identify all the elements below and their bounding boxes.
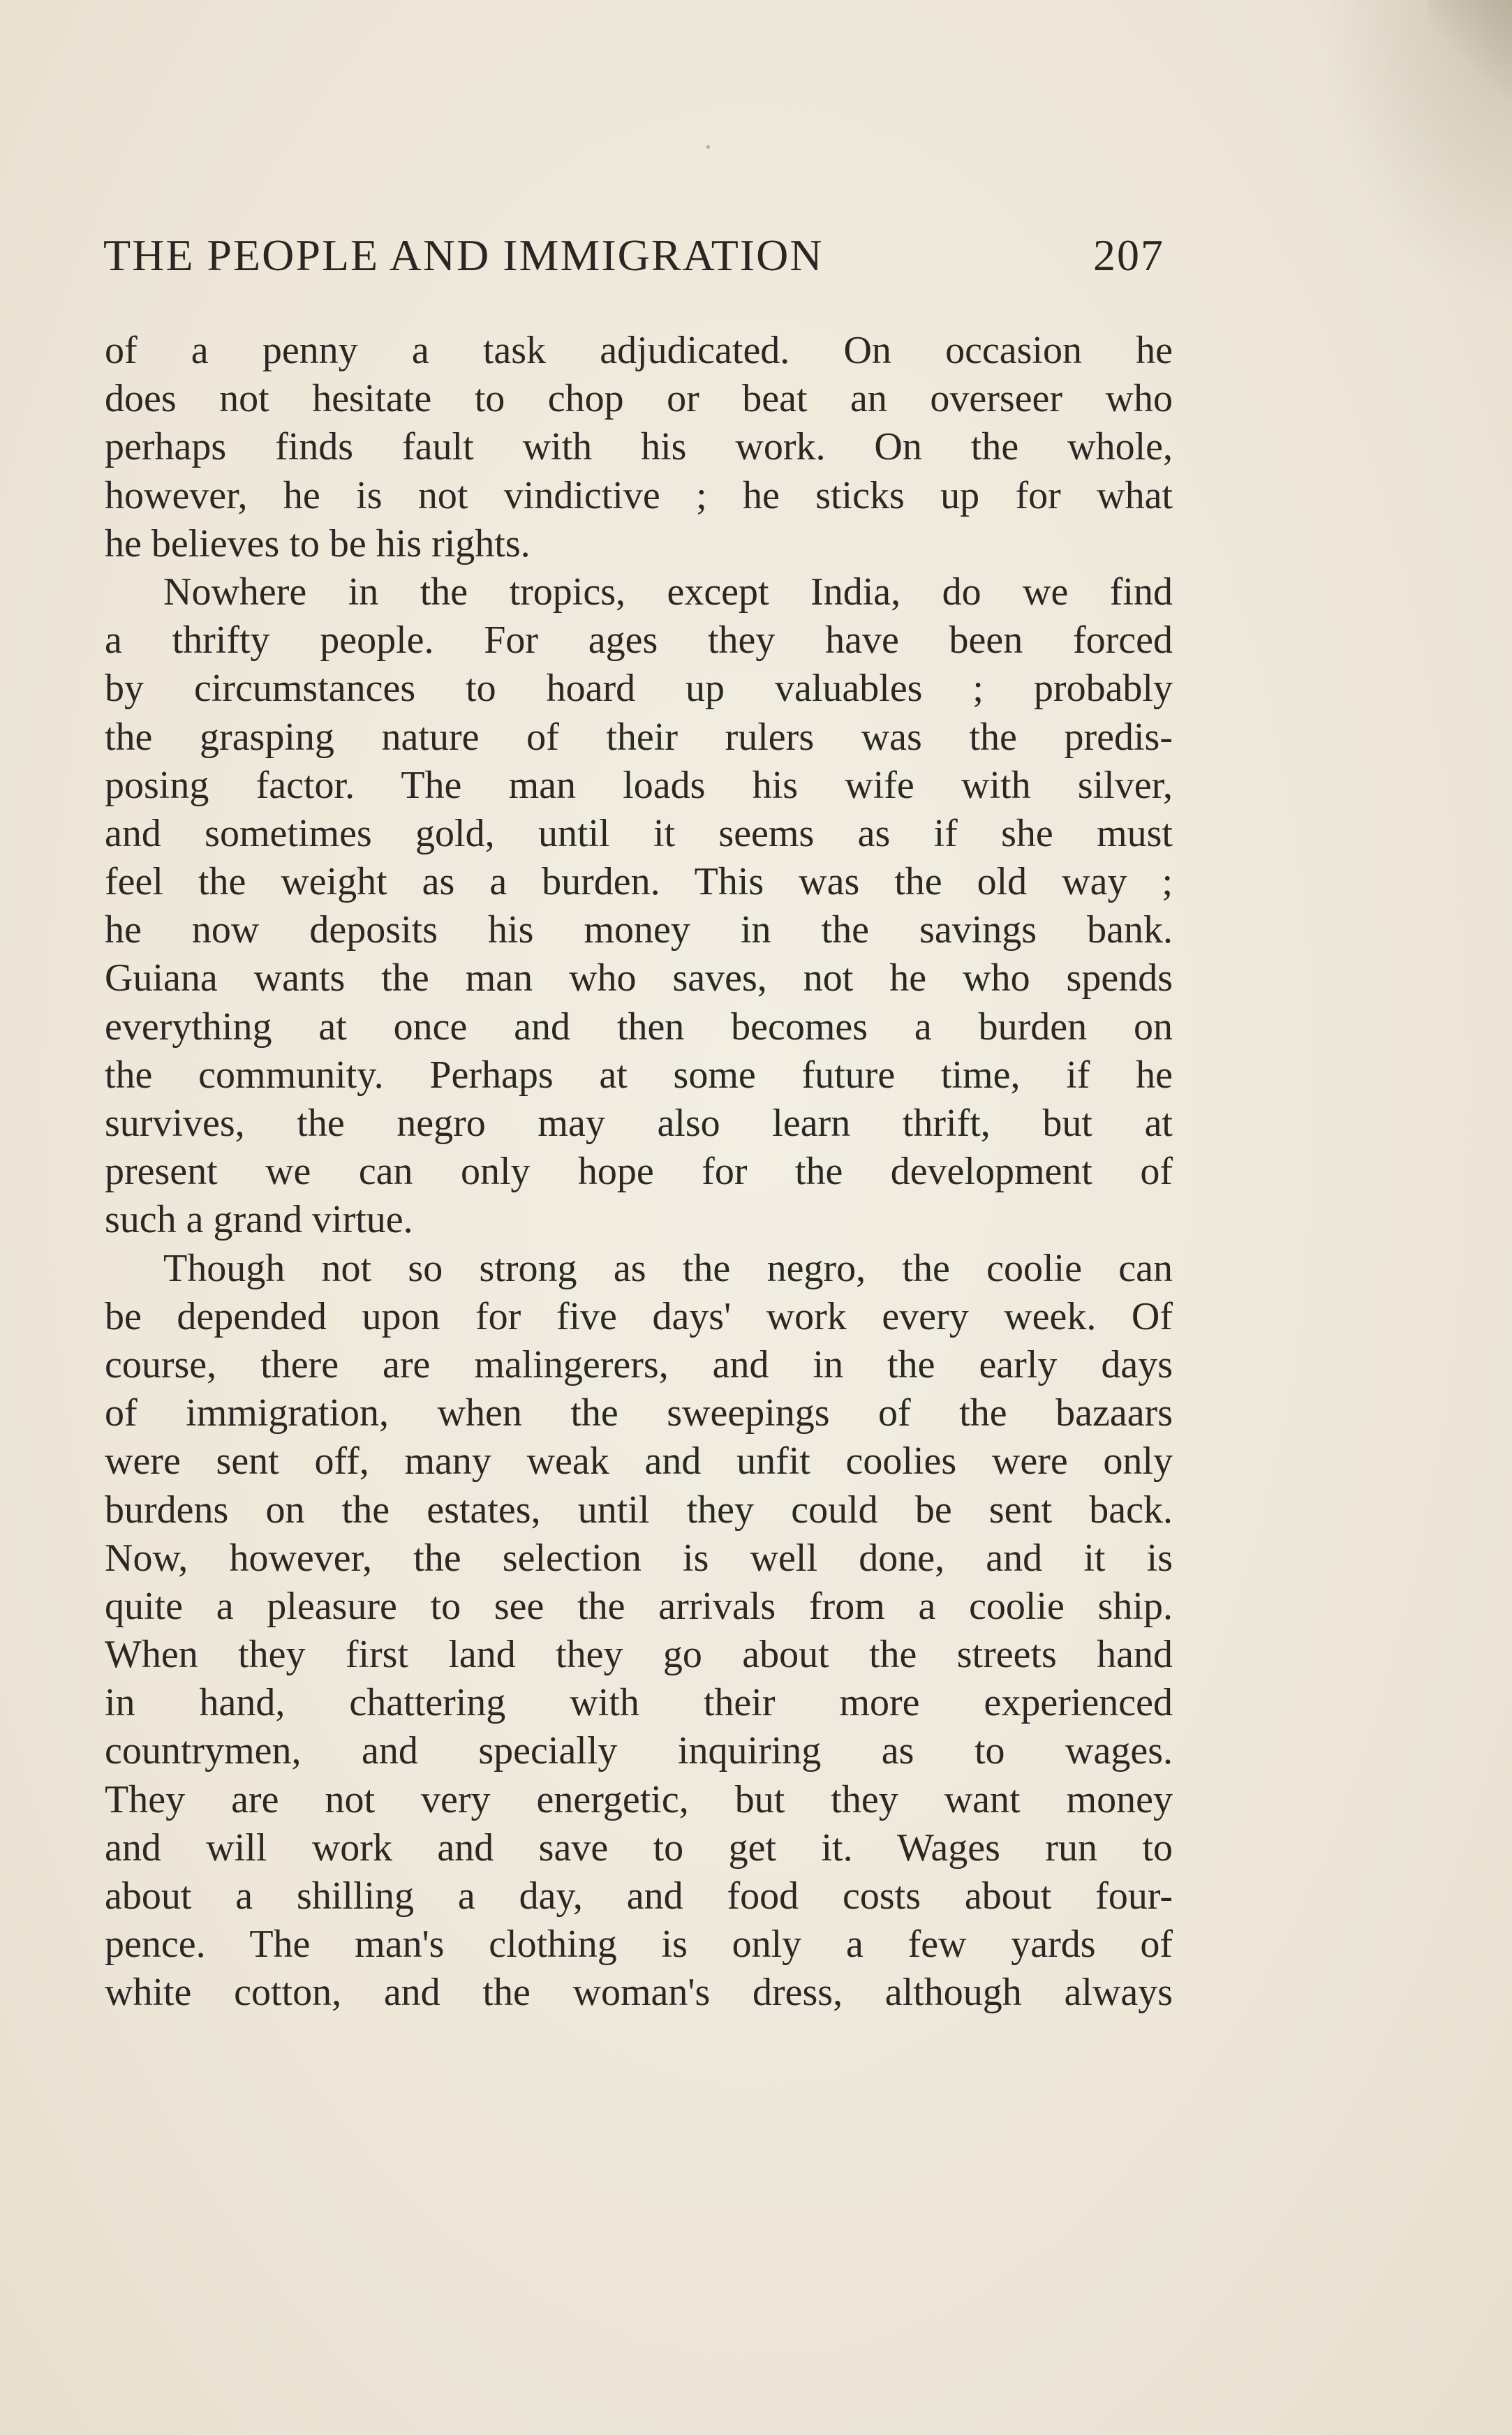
paper-speck	[706, 145, 710, 149]
text-line: of a penny a task adjudicated. On occasion he	[105, 329, 1173, 372]
page-number: 207	[1093, 230, 1164, 280]
page-corner-shadow	[1428, 0, 1512, 98]
text-line: Guiana wants the man who saves, not he who spends	[105, 956, 1173, 1000]
text-line: feel the weight as a burden. This was the old way ;	[105, 860, 1173, 904]
text-line: about a shilling a day, and food costs about four-	[105, 1874, 1173, 1918]
text-line: survives, the negro may also learn thrift, but at	[105, 1102, 1173, 1145]
text-line: he now deposits his money in the savings bank.	[105, 908, 1173, 952]
text-line: countrymen, and specially inquiring as to wages.	[105, 1729, 1173, 1773]
text-line: were sent off, many weak and unfit coolies were only	[105, 1439, 1173, 1483]
text-line: present we can only hope for the development of	[105, 1150, 1173, 1194]
text-line: and sometimes gold, until it seems as if she must	[105, 811, 1173, 855]
text-line: Now, however, the selection is well done, and it is	[105, 1536, 1173, 1580]
text-line: the grasping nature of their rulers was the predis-	[105, 715, 1173, 759]
text-line: however, he is not vindictive ; he sticks up for what	[105, 473, 1173, 517]
text-line: posing factor. The man loads his wife with silver,	[105, 763, 1173, 807]
text-line: Nowhere in the tropics, except India, do we find	[163, 570, 1173, 614]
text-line: does not hesitate to chop or beat an overseer who	[105, 377, 1173, 421]
text-line: be depended upon for five days' work every week. Of	[105, 1294, 1173, 1338]
text-line: by circumstances to hoard up valuables ; probably	[105, 667, 1173, 711]
text-line: the community. Perhaps at some future time, if he	[105, 1053, 1173, 1097]
text-line: burdens on the estates, until they could be sent back.	[105, 1488, 1173, 1532]
text-line: When they first land they go about the streets hand	[105, 1633, 1173, 1677]
text-line: course, there are malingerers, and in the early days	[105, 1342, 1173, 1386]
running-head	[103, 228, 1164, 283]
text-line: he believes to be his rights.	[105, 521, 531, 565]
text-line: Though not so strong as the negro, the coolie can	[163, 1246, 1173, 1290]
text-line: white cotton, and the woman's dress, although always	[105, 1971, 1173, 2015]
text-line: They are not very energetic, but they want money	[105, 1777, 1173, 1821]
text-line: everything at once and then becomes a burden on	[105, 1005, 1173, 1049]
text-line: such a grand virtue.	[105, 1198, 413, 1242]
text-line: pence. The man's clothing is only a few yards of	[105, 1923, 1173, 1967]
body-text	[105, 327, 1173, 2018]
running-head-title: THE PEOPLE AND IMMIGRATION	[103, 230, 824, 280]
text-line: in hand, chattering with their more experienced	[105, 1681, 1173, 1725]
text-line: a thrifty people. For ages they have been forced	[105, 619, 1173, 663]
text-line: quite a pleasure to see the arrivals from a coolie ship.	[105, 1584, 1173, 1628]
text-line: of immigration, when the sweepings of the bazaars	[105, 1391, 1173, 1435]
text-line: perhaps finds fault with his work. On the whole,	[105, 425, 1173, 469]
text-line: and will work and save to get it. Wages run to	[105, 1826, 1173, 1870]
